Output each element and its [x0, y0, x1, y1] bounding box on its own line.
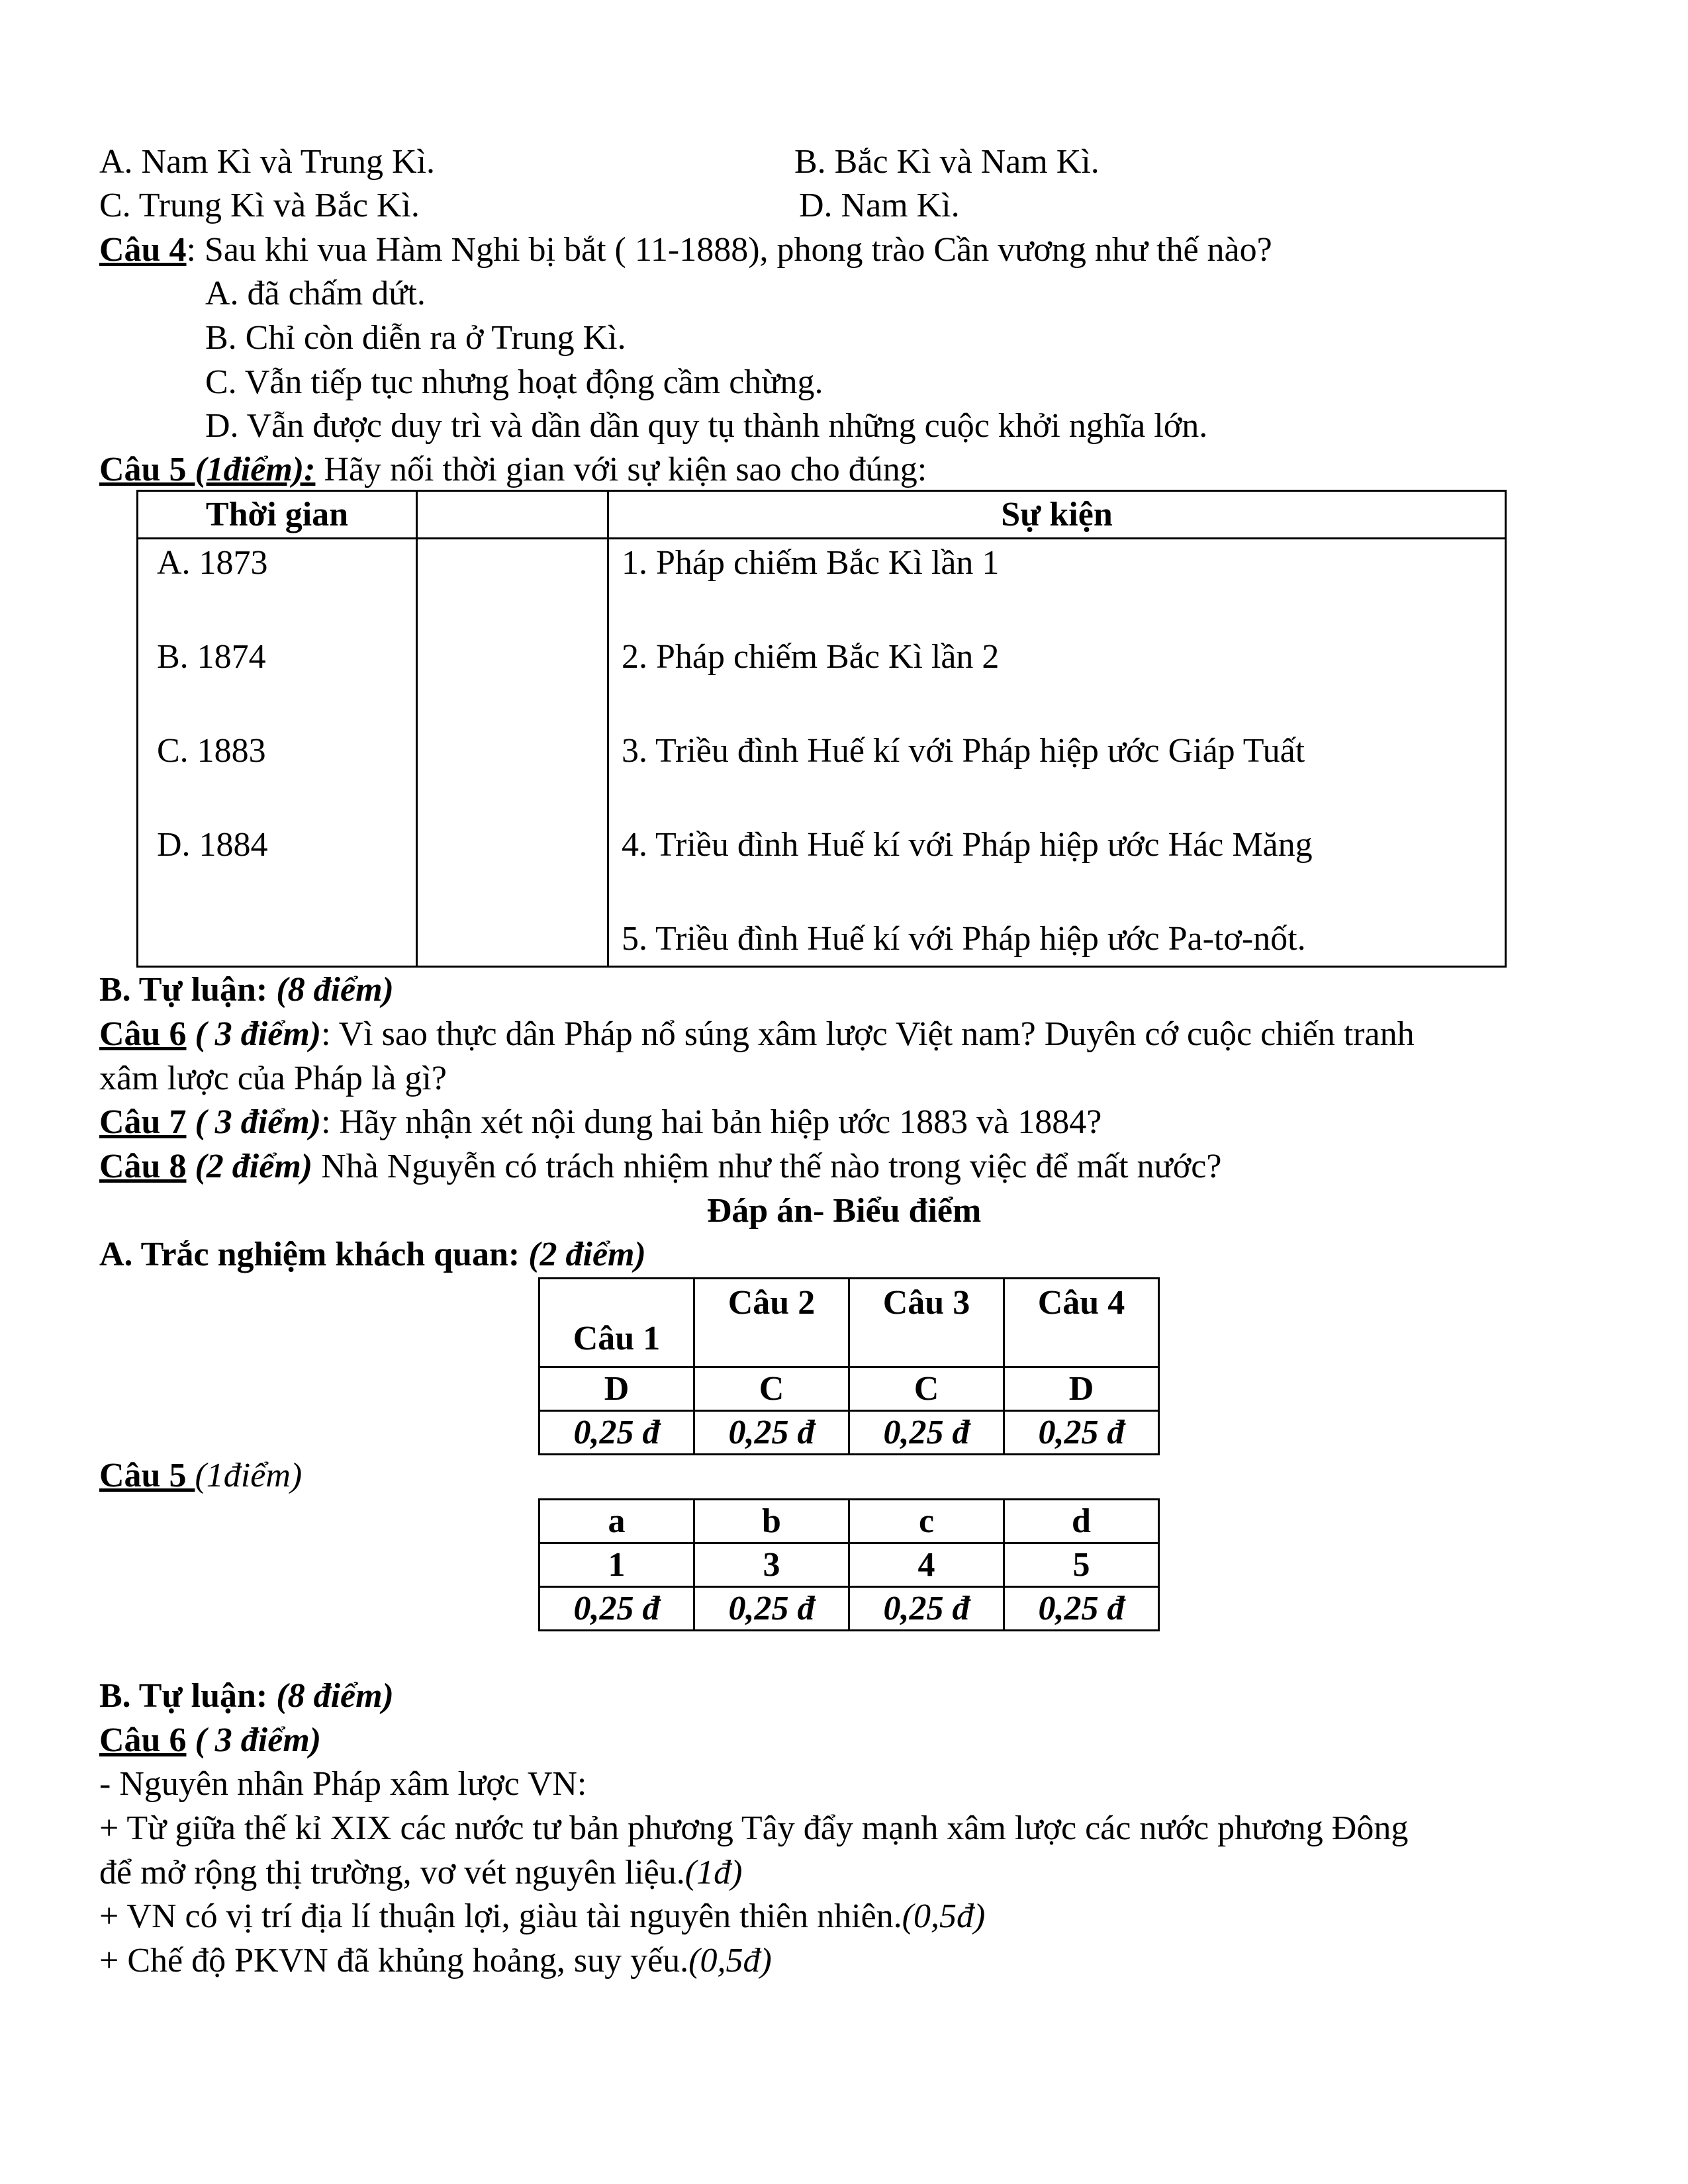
answers-q6-point1-cont [99, 1851, 742, 1895]
mc-score-4: 0,25 đ [1004, 1411, 1159, 1455]
answers-q6-cause: - Nguyên nhân Pháp xâm lược VN: [99, 1765, 587, 1803]
q4-option-b: B. Chỉ còn diễn ra ở Trung Kì. [205, 319, 626, 357]
event-2: 2. Pháp chiếm Bắc Kì lần 2 [622, 638, 1000, 676]
event-1: 1. Pháp chiếm Bắc Kì lần 1 [622, 544, 1000, 582]
section-b-heading [99, 968, 394, 1012]
time-a: A. 1873 [157, 544, 268, 582]
answers-q5-label: Câu 5 [99, 1457, 195, 1494]
q4-option-d: D. Vẫn được duy trì và dần dần quy tụ thành những cuộc khởi nghĩa lớn. [205, 407, 1208, 445]
time-b: B. 1874 [157, 638, 266, 676]
q8-text: Nhà Nguyễn có trách nhiệm như thế nào trong việc để mất nước? [312, 1148, 1222, 1185]
event-5: 5. Triều đình Huế kí với Pháp hiệp ước Pa-tơ-nốt. [622, 920, 1306, 958]
event-4: 4. Triều đình Huế kí với Pháp hiệp ước Hác Măng [622, 826, 1313, 864]
match-score-c: 0,25 đ [849, 1587, 1004, 1631]
answers-q5-heading [99, 1454, 302, 1498]
answers-q6-heading [99, 1719, 321, 1762]
answers-q6-point2-score: (0,5đ) [902, 1897, 986, 1935]
q3-option-b: B. Bắc Kì và Nam Kì. [794, 143, 1100, 181]
matching-table [136, 490, 1507, 968]
match-score-d: 0,25 đ [1004, 1587, 1159, 1631]
match-score-b: 0,25 đ [694, 1587, 849, 1631]
match-answer-d: 5 [1004, 1543, 1159, 1587]
mc-score-3: 0,25 đ [849, 1411, 1004, 1455]
mc-answer-3: C [849, 1367, 1004, 1411]
q5-label: Câu 5 [99, 451, 195, 488]
answers-q6-point3-text: + Chế độ PKVN đã khủng hoảng, suy yếu. [99, 1942, 689, 1979]
mc-score-2: 0,25 đ [694, 1411, 849, 1455]
q3-option-d: D. Nam Kì. [799, 187, 960, 224]
q6-text: : Vì sao thực dân Pháp nổ súng xâm lược Việt nam? Duyên cớ cuộc chiến tranh [321, 1015, 1415, 1053]
section-b-points: (8 điểm) [276, 971, 394, 1009]
answers-q6-point3-score: (0,5đ) [688, 1942, 772, 1979]
answers-q6-point1-text: để mở rộng thị trường, vơ vét nguyên liệu. [99, 1854, 685, 1891]
mc-score-1: 0,25 đ [539, 1411, 694, 1455]
q6-question-cont: xâm lược của Pháp là gì? [99, 1060, 447, 1097]
q7-label: Câu 7 [99, 1103, 187, 1141]
match-score-a: 0,25 đ [539, 1587, 694, 1631]
q8-points: (2 điểm) [186, 1148, 313, 1185]
q7-points: ( 3 điểm) [186, 1103, 322, 1141]
answers-q6-point3 [99, 1939, 772, 1983]
mc-header-2: Câu 2 [694, 1279, 849, 1367]
match-answer-b: 3 [694, 1543, 849, 1587]
answers-q6-point1: + Từ giữa thế kỉ XIX các nước tư bản phương Tây đẩy mạnh xâm lược các nước phương Đông [99, 1809, 1409, 1847]
mc-answer-4: D [1004, 1367, 1159, 1411]
answers-section-a-points: (2 điểm) [528, 1236, 646, 1273]
header-event: Sự kiện [1001, 496, 1113, 533]
q4-option-a: A. đã chấm dứt. [205, 275, 426, 312]
answers-q6-point2-text: + VN có vị trí địa lí thuận lợi, giàu tài nguyên thiên nhiên. [99, 1897, 902, 1935]
q4-question [99, 228, 1272, 272]
answers-section-a-label: A. Trắc nghiệm khách quan: [99, 1236, 529, 1273]
event-3: 3. Triều đình Huế kí với Pháp hiệp ước Giáp Tuất [622, 732, 1305, 770]
match-header-a: a [539, 1500, 694, 1543]
answers-q6-point1-score: (1đ) [684, 1854, 743, 1891]
q5-points: (1điểm): [195, 451, 316, 488]
answers-section-b-points: (8 điểm) [276, 1677, 394, 1715]
answer-key-title: Đáp án- Biểu điểm [706, 1192, 982, 1230]
mc-header-3: Câu 3 [849, 1279, 1004, 1367]
mc-answer-1: D [539, 1367, 694, 1411]
matching-answer-table [538, 1498, 1160, 1631]
mc-header-1: Câu 1 [539, 1279, 694, 1367]
time-d: D. 1884 [157, 826, 268, 864]
answers-section-a-heading [99, 1233, 646, 1277]
answers-q6-point2 [99, 1895, 985, 1938]
match-header-d: d [1004, 1500, 1159, 1543]
answers-q5-points: (1điểm) [195, 1457, 303, 1494]
mc-answer-table [538, 1277, 1160, 1455]
q4-text: : Sau khi vua Hàm Nghi bị bắt ( 11-1888), phong trào Cần vương như thế nào? [186, 231, 1272, 269]
q7-question [99, 1101, 1102, 1144]
match-answer-a: 1 [539, 1543, 694, 1587]
time-c: C. 1883 [157, 732, 266, 770]
q6-question [99, 1013, 1415, 1056]
q3-option-a: A. Nam Kì và Trung Kì. [99, 143, 436, 181]
q5-question [99, 448, 927, 492]
q3-option-c: C. Trung Kì và Bắc Kì. [99, 187, 420, 224]
q8-question [99, 1145, 1221, 1189]
answers-section-b-heading [99, 1674, 394, 1718]
section-b-label: B. Tự luận: [99, 971, 277, 1009]
answers-q6-label: Câu 6 [99, 1721, 187, 1759]
match-answer-c: 4 [849, 1543, 1004, 1587]
header-time: Thời gian [205, 496, 349, 533]
answers-section-b-label: B. Tự luận: [99, 1677, 277, 1715]
match-header-b: b [694, 1500, 849, 1543]
q5-text: Hãy nối thời gian với sự kiện sao cho đúng: [315, 451, 927, 488]
match-header-c: c [849, 1500, 1004, 1543]
mc-header-4: Câu 4 [1004, 1279, 1159, 1367]
q7-text: : Hãy nhận xét nội dung hai bản hiệp ước 1883 và 1884? [321, 1103, 1102, 1141]
q6-points: ( 3 điểm) [186, 1015, 322, 1053]
mc-answer-2: C [694, 1367, 849, 1411]
q4-option-c: C. Vẫn tiếp tục nhưng hoạt động cầm chừng. [205, 363, 823, 401]
answers-q6-points: ( 3 điểm) [186, 1721, 322, 1759]
q4-label: Câu 4 [99, 231, 187, 269]
q8-label: Câu 8 [99, 1148, 187, 1185]
q6-label: Câu 6 [99, 1015, 187, 1053]
